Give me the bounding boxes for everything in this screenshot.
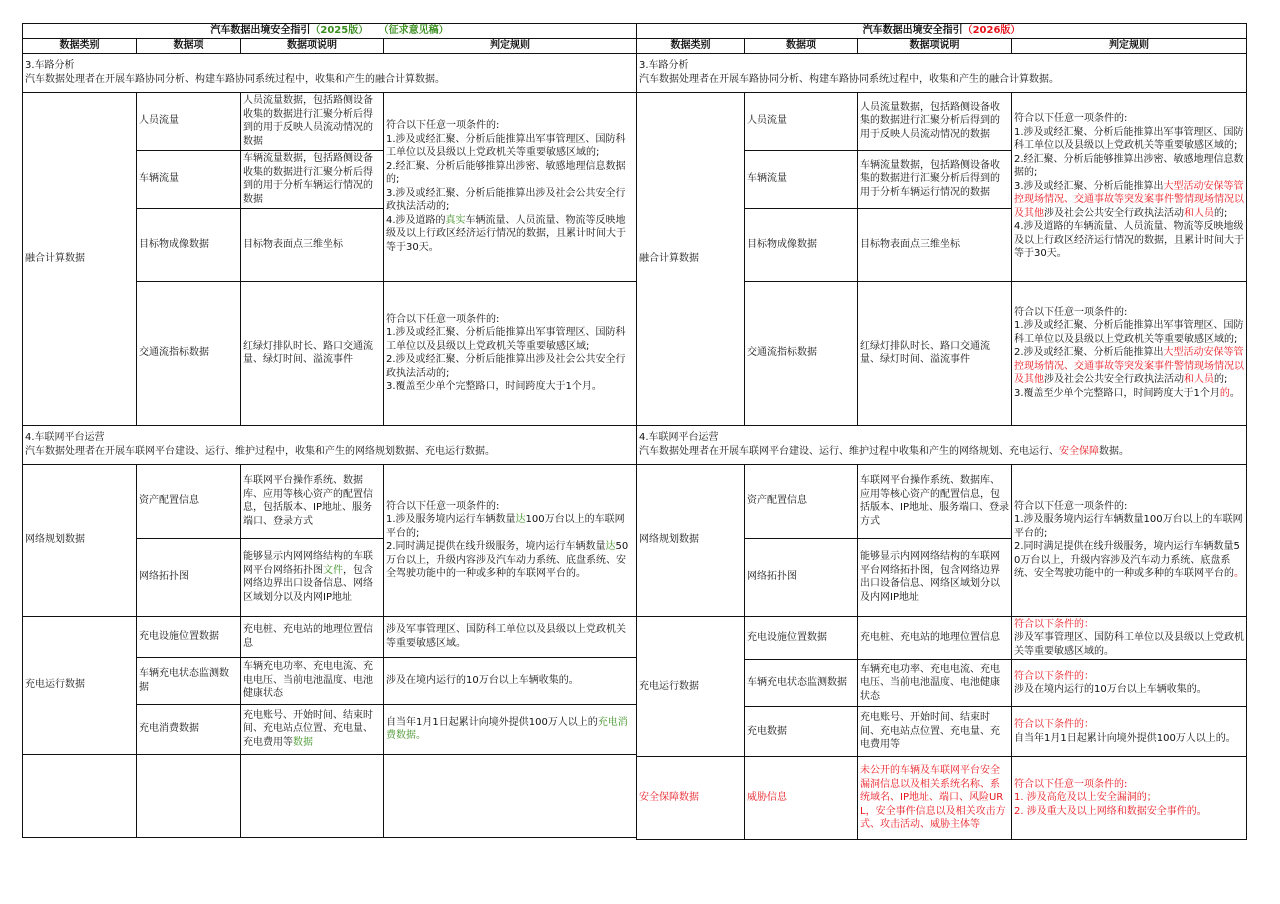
rule-line: 1.涉及或经汇聚、分析后能推算出军事管理区、国防科工单位以及县级以上党政机关等重要敏感区域的; — [1014, 126, 1244, 152]
rule-text: 3.覆盖至少单个完整路口，时间跨度大于1个月 — [1014, 387, 1220, 399]
item-cell: 车辆充电状态监测数据 — [745, 660, 858, 707]
desc-cell: 红绿灯排队时长、路口交通流量、绿灯时间、溢流事件 — [858, 281, 1012, 425]
desc-text-added: 数据 — [293, 736, 313, 748]
item-cell: 充电数据 — [745, 707, 858, 757]
title-text: 汽车数据出境安全指引 — [210, 25, 311, 37]
item-cell: 资产配置信息 — [137, 464, 241, 538]
rule-line: 涉及在境内运行的10万台以上车辆收集的。 — [1014, 684, 1207, 695]
desc-text: 充电账号、开始时间、结束时间、充电站点位置、充电量、充电费用等 — [243, 709, 373, 748]
rule-line: 1.涉及服务境内运行车辆数量100万台以上的车联网平台的; — [1014, 514, 1243, 539]
item-cell: 车辆流量 — [745, 150, 858, 208]
table-title-2025 — [23, 24, 637, 39]
header-description: 数据项说明 — [858, 39, 1012, 54]
rule-line: 1.涉及或经汇聚、分析后能推算出军事管理区、国防科工单位以及县级以上党政机关等重要敏感区域的; — [1014, 320, 1244, 345]
rule-line-added: 符合以下条件的： — [1014, 719, 1094, 730]
rule-line: 2.经汇聚、分析后能够推算出涉密、敏感地理信息数据的; — [1014, 153, 1244, 179]
desc-cell: 充电桩、充电站的地理位置信息 — [858, 616, 1012, 660]
rule-line: 2.涉及或经汇聚、分析后能推算出涉及社会公共安全行政执法活动的; — [386, 354, 626, 379]
rule-text-added: 真实 — [445, 214, 466, 226]
desc-cell: 车联网平台操作系统、数据库、应用等核心资产的配置信息，包括版本、IP地址、服务端口、登录方式 — [241, 464, 384, 538]
desc-text: ，包含网络边界出口设备信息、网络区域划分以及内网IP地址 — [243, 564, 373, 603]
desc-cell: 充电桩、充电站的地理位置信息 — [241, 616, 384, 657]
rule-cell: 涉及军事管理区、国防科工单位以及县级以上党政机关等重要敏感区域。 — [384, 616, 637, 657]
table-2025 — [22, 23, 636, 842]
category-cell: 充电运行数据 — [637, 616, 745, 757]
rule-line: 符合以下任意一项条件的: — [386, 120, 500, 131]
title-version: （2026版） — [962, 25, 1021, 37]
rule-text-added: 的 — [1219, 387, 1230, 399]
rule-text: 2.同时满足提供在线升级服务，境内运行车辆数量50万台以上，升级内容涉及汽车动力系统、底盘系统、安全驾驶功能中的一种或多种的车联网平台的 — [1014, 541, 1240, 579]
header-description: 数据项说明 — [241, 39, 384, 54]
section-title: 3.车路分析 — [25, 60, 75, 71]
rule-text-added: 和人员 — [1184, 207, 1214, 219]
desc-cell: 车联网平台操作系统、数据库、应用等核心资产的配置信息，包括版本、IP地址、服务端口、登录方式 — [858, 464, 1012, 538]
rule-text-added: 达 — [605, 541, 616, 552]
rule-cell: 涉及在境内运行的10万台以上车辆收集的。 — [384, 657, 637, 704]
rule-line: 符合以下任意一项条件的: — [1014, 113, 1128, 125]
rule-line — [1014, 346, 1244, 387]
rule-text: 。 — [1229, 387, 1240, 399]
title-text: 汽车数据出境安全指引 — [862, 25, 963, 37]
rule-line — [1014, 540, 1244, 581]
rule-cell — [1012, 92, 1247, 281]
rule-cell — [1012, 757, 1247, 840]
title-version: （2025版） — [310, 25, 369, 37]
rule-text: 2.涉及或经汇聚、分析后能推算出 — [1014, 347, 1164, 359]
rule-text: 的; — [1214, 207, 1228, 219]
rule-cell — [1012, 281, 1247, 425]
section-4-header — [637, 425, 1247, 464]
rule-cell — [384, 92, 637, 281]
rule-line — [1014, 387, 1244, 401]
rule-text: 3.涉及或经汇聚、分析后能推算出 — [1014, 180, 1164, 192]
table-2026 — [636, 23, 1246, 842]
desc-text: 能够显示内网网络结构的车联网平台网络拓扑图 — [243, 551, 373, 576]
rule-text-added: 大型活动安保等管控现场情况、交通事故等突发案事件警情现场情况以及其他 — [1014, 180, 1244, 219]
section-desc-text: 汽车数据处理者在开展车联网平台建设、运行、维护过程中收集和产生的网络规划、充电运行、 — [639, 445, 1059, 457]
section-desc: 汽车数据处理者在开展车路协同分析、构建车路协同系统过程中，收集和产生的融合计算数据。 — [639, 73, 1059, 85]
rule-text: 涉及社会公共安全行政执法活动 — [1044, 374, 1184, 386]
rule-text: 2.同时满足提供在线升级服务，境内运行车辆数量 — [386, 541, 606, 552]
rule-line: 1. 涉及高危及以上安全漏洞的； — [1014, 792, 1157, 804]
header-item: 数据项 — [137, 39, 241, 54]
rule-line: 涉及军事管理区、国防科工单位以及县级以上党政机关等重要敏感区域的。 — [1014, 632, 1244, 657]
item-cell: 交通流指标数据 — [745, 281, 858, 425]
rule-line: 自当年1月1日起累计向境外提供100万人以上的。 — [1014, 732, 1236, 744]
item-cell: 充电设施位置数据 — [745, 616, 858, 660]
section-desc: 汽车数据处理者在开展车联网平台建设、运行、维护过程中，收集和产生的网络规划数据、充电运行数据。 — [25, 445, 495, 457]
rule-cell — [1012, 464, 1247, 616]
item-cell: 目标物成像数据 — [137, 208, 241, 281]
rule-cell — [1012, 660, 1247, 707]
section-desc: 汽车数据处理者在开展车路协同分析、构建车路协同系统过程中，收集和产生的融合计算数据。 — [25, 73, 445, 85]
item-cell: 充电设施位置数据 — [137, 616, 241, 657]
rule-cell — [1012, 616, 1247, 660]
rule-text: 1.涉及服务境内运行车辆数量 — [386, 514, 516, 525]
table-title-2026 — [637, 24, 1247, 39]
section-3-header — [637, 53, 1247, 92]
desc-cell: 车辆流量数据，包括路侧设备收集的数据进行汇聚分析后得到的用于分析车辆运行情况的数据 — [241, 150, 384, 208]
rule-text: 的; — [1214, 374, 1228, 386]
rule-line: 符合以下任意一项条件的: — [1014, 306, 1128, 318]
item-cell: 资产配置信息 — [745, 464, 858, 538]
rule-cell — [384, 464, 637, 616]
rule-text-added: 达 — [515, 514, 526, 525]
rule-text: 100万台以上的车联网平台的; — [386, 514, 625, 539]
desc-cell: 充电账号、开始时间、结束时间、充电站点位置、充电量、充电费用等 — [858, 707, 1012, 757]
header-rule: 判定规则 — [384, 39, 637, 54]
rule-text: 车辆流量、人员流量、物流等反映地级及以上行政区经济运行情况的数据，且累计时间大于等于30天。 — [386, 214, 626, 253]
section-desc-text: 数据。 — [1099, 445, 1129, 457]
desc-cell — [241, 538, 384, 616]
category-cell: 融合计算数据 — [23, 92, 137, 425]
desc-text-added: 文件 — [323, 564, 343, 576]
desc-cell: 车辆流量数据，包括路侧设备收集的数据进行汇聚分析后得到的用于分析车辆运行情况的数据 — [858, 150, 1012, 208]
section-title: 3.车路分析 — [639, 60, 689, 71]
comparison-sheet — [22, 23, 1246, 842]
item-cell: 网络拓扑图 — [745, 538, 858, 616]
rule-cell — [1012, 707, 1247, 757]
rule-line — [386, 513, 634, 540]
desc-cell: 车辆充电功率、充电电流、充电电压、当前电池温度、电池健康状态 — [241, 657, 384, 704]
rule-line: 1.涉及或经汇聚、分析后能推算出军事管理区、国防科工单位以及县级以上党政机关等重要敏感区域的; — [386, 133, 626, 158]
rule-line: 符合以下任意一项条件的: — [1014, 500, 1128, 512]
rule-line: 1.涉及或经汇聚、分析后能推算出军事管理区、国防科工单位以及县级以上党政机关等重要敏感区域; — [386, 327, 626, 352]
item-cell: 充电消费数据 — [137, 704, 241, 754]
rule-line: 4.涉及道路的车辆流量、人员流量、物流等反映地级及以上行政区经济运行情况的数据，且累计时间大于等于30天。 — [1014, 221, 1244, 260]
item-cell: 车辆充电状态监测数据 — [137, 657, 241, 704]
section-3-header — [23, 53, 637, 92]
desc-cell: 人员流量数据，包括路侧设备收集的数据进行汇聚分析后得到的用于反映人员流动情况的数据 — [241, 92, 384, 150]
item-cell: 人员流量 — [745, 92, 858, 150]
rule-line: 符合以下任意一项条件的: — [386, 313, 500, 325]
rule-line: 3.涉及或经汇聚、分析后能推算出涉及社会公共安全行政执法活动的; — [386, 187, 626, 212]
header-category: 数据类别 — [637, 39, 745, 54]
section-4-header — [23, 425, 637, 464]
rule-text-added: 。 — [1234, 568, 1244, 579]
desc-cell: 目标物表面点三维坐标 — [858, 208, 1012, 281]
rule-line-added: 符合以下条件的： — [1014, 618, 1094, 630]
empty-cell — [241, 754, 384, 837]
section-title: 4.车联网平台运营 — [639, 432, 719, 443]
item-cell: 车辆流量 — [137, 150, 241, 208]
rule-text: 50万台以上，升级内容涉及汽车动力系统、底盘系统、安全驾驶功能中的一种或多种的车联网平台的。 — [386, 541, 629, 579]
rule-line-added: 符合以下条件的： — [1014, 670, 1094, 682]
section-desc-added: 安全保障 — [1059, 445, 1099, 457]
item-cell: 人员流量 — [137, 92, 241, 150]
rule-line: 3.覆盖至少单个完整路口，时间跨度大于1个月。 — [386, 381, 602, 392]
section-desc — [639, 445, 1244, 459]
rule-cell — [384, 704, 637, 754]
rule-line: 符合以下任意一项条件的: — [386, 500, 500, 512]
desc-cell: 红绿灯排队时长、路口交通流量、绿灯时间、溢流事件 — [241, 281, 384, 425]
empty-cell — [137, 754, 241, 837]
desc-cell — [241, 704, 384, 754]
empty-cell — [23, 754, 137, 837]
rule-line: 2.经汇聚、分析后能够推算出涉密、敏感地理信息数据的; — [386, 160, 626, 185]
item-cell: 交通流指标数据 — [137, 281, 241, 425]
category-cell: 网络规划数据 — [23, 464, 137, 616]
section-title: 4.车联网平台运营 — [25, 432, 105, 443]
category-cell: 网络规划数据 — [637, 464, 745, 616]
rule-text-added: 充电消费数据。 — [386, 716, 628, 741]
rule-text: 涉及社会公共安全行政执法活动 — [1044, 207, 1184, 219]
rule-line — [386, 214, 634, 255]
desc-cell: 人员流量数据，包括路侧设备收集的数据进行汇聚分析后得到的用于反映人员流动情况的数据 — [858, 92, 1012, 150]
guideline-table-2026 — [636, 23, 1247, 840]
item-cell: 网络拓扑图 — [137, 538, 241, 616]
item-cell: 威胁信息 — [745, 757, 858, 840]
guideline-table-2025 — [22, 23, 637, 838]
header-category: 数据类别 — [23, 39, 137, 54]
category-cell: 安全保障数据 — [637, 757, 745, 840]
empty-cell — [384, 754, 637, 837]
header-item: 数据项 — [745, 39, 858, 54]
rule-text: 4.涉及道路的 — [386, 214, 446, 226]
header-rule: 判定规则 — [1012, 39, 1247, 54]
rule-line — [386, 540, 634, 581]
category-cell: 融合计算数据 — [637, 92, 745, 425]
rule-line: 符合以下任意一项条件的: — [1014, 778, 1128, 790]
rule-text-added: 和人员 — [1184, 374, 1214, 386]
desc-cell: 能够显示内网网络结构的车联网平台网络拓扑图，包含网络边界出口设备信息、网络区域划分以及内网IP地址 — [858, 538, 1012, 616]
rule-line — [1014, 180, 1244, 221]
title-note: （征求意见稿） — [378, 25, 449, 37]
rule-line: 2. 涉及重大及以上网络和数据安全事件的。 — [1014, 805, 1207, 817]
item-cell: 目标物成像数据 — [745, 208, 858, 281]
desc-cell: 未公开的车辆及车联网平台安全漏洞信息以及相关系统名称、系统域名、IP地址、端口、风险URL，安全事件信息以及相关攻击方式、攻击活动、威胁主体等 — [858, 757, 1012, 840]
rule-text-added: 大型活动安保等管控现场情况、交通事故等突发案事件警情现场情况以及其他 — [1014, 347, 1244, 386]
rule-cell — [384, 281, 637, 425]
desc-cell: 目标物表面点三维坐标 — [241, 208, 384, 281]
desc-cell: 车辆充电功率、充电电流、充电电压、当前电池温度、电池健康状态 — [858, 660, 1012, 707]
rule-text: 自当年1月1日起累计向境外提供100万人以上的 — [386, 716, 598, 728]
category-cell: 充电运行数据 — [23, 616, 137, 754]
